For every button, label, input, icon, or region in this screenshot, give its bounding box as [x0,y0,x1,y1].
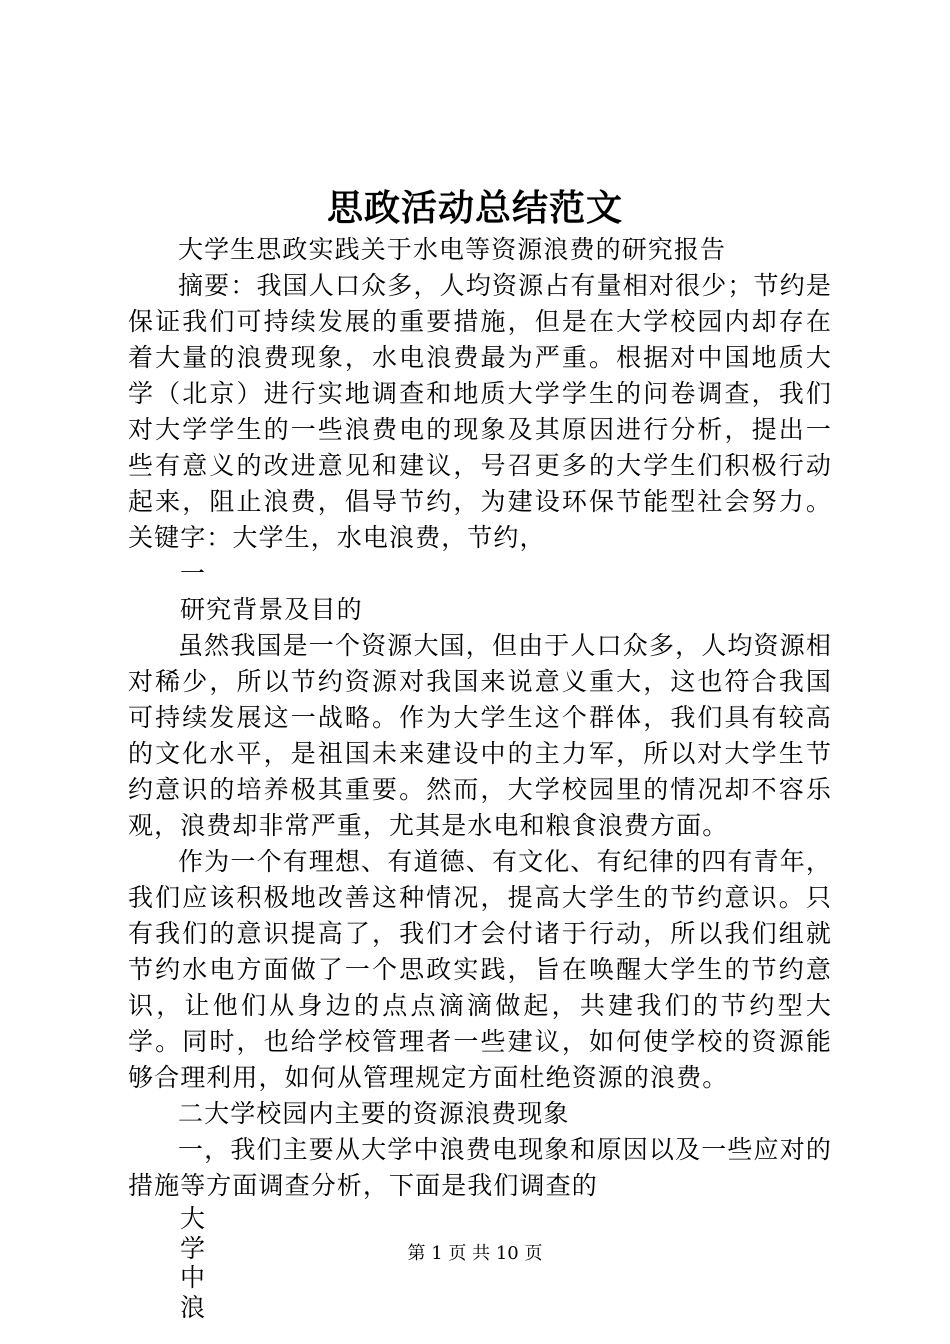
abstract-paragraph: 摘要：我国人口众多，人均资源占有量相对很少；节约是保证我们可持续发展的重要措施，但是在大学校园内却存在着大量的浪费现象，水电浪费最为严重。根据对中国地质大学（北京）进行实地调查和地质大学学生的问卷调查，我们对大学学生的一些浪费电的现象及其原因进行分析，提出一些有意义的改进意见和建议，号召更多的大学生们积极行动起来，阻止浪费，倡导节约，为建设环保节能型社会努力。关键字：大学生，水电浪费，节约， [128,271,832,552]
section-number: 一 [180,559,207,588]
vertical-char: 中 [180,1263,206,1292]
subtitle-paragraph: 大学生思政实践关于水电等资源浪费的研究报告 [178,235,727,264]
body-paragraph: 作为一个有理想、有道德、有文化、有纪律的四有青年，我们应该积极地改善这种情况，提高大学生的节约意识。只有我们的意识提高了，我们才会付诸于行动，所以我们组就节约水电方面做了一个思政实践，旨在唤醒大学生的节约意识，让他们从身边的点点滴滴做起，共建我们的节约型大学。同时，也给学校管理者一些建议，如何使学校的资源能够合理利用，如何从管理规定方面杜绝资源的浪费。 [128,847,832,1092]
vertical-char: 大 [180,1204,206,1233]
vertical-char: 学 [180,1233,206,1263]
page-footer: 第 1 页 共 10 页 [407,1243,543,1264]
document-body [128,232,832,1322]
body-paragraph: 虽然我国是一个资源大国，但由于人口众多，人均资源相对稀少，所以节约资源对我国来说意义重大，这也符合我国可持续发展这一战略。作为大学生这个群体，我们具有较高的文化水平，是祖国未来建设中的主力军，所以对大学生节约意识的培养极其重要。然而，大学校园里的情况却不容乐观，浪费却非常严重，尤其是水电和粮食浪费方面。 [128,631,832,840]
body-paragraph: 一，我们主要从大学中浪费电现象和原因以及一些应对的措施等方面调查分析，下面是我们调查的 [128,1135,832,1200]
page-title: 思政活动总结范文 [326,187,623,229]
vertical-char: 浪 [180,1292,206,1322]
section-heading: 研究背景及目的 [180,595,363,624]
section-heading: 二大学校园内主要的资源浪费现象 [178,1099,570,1128]
